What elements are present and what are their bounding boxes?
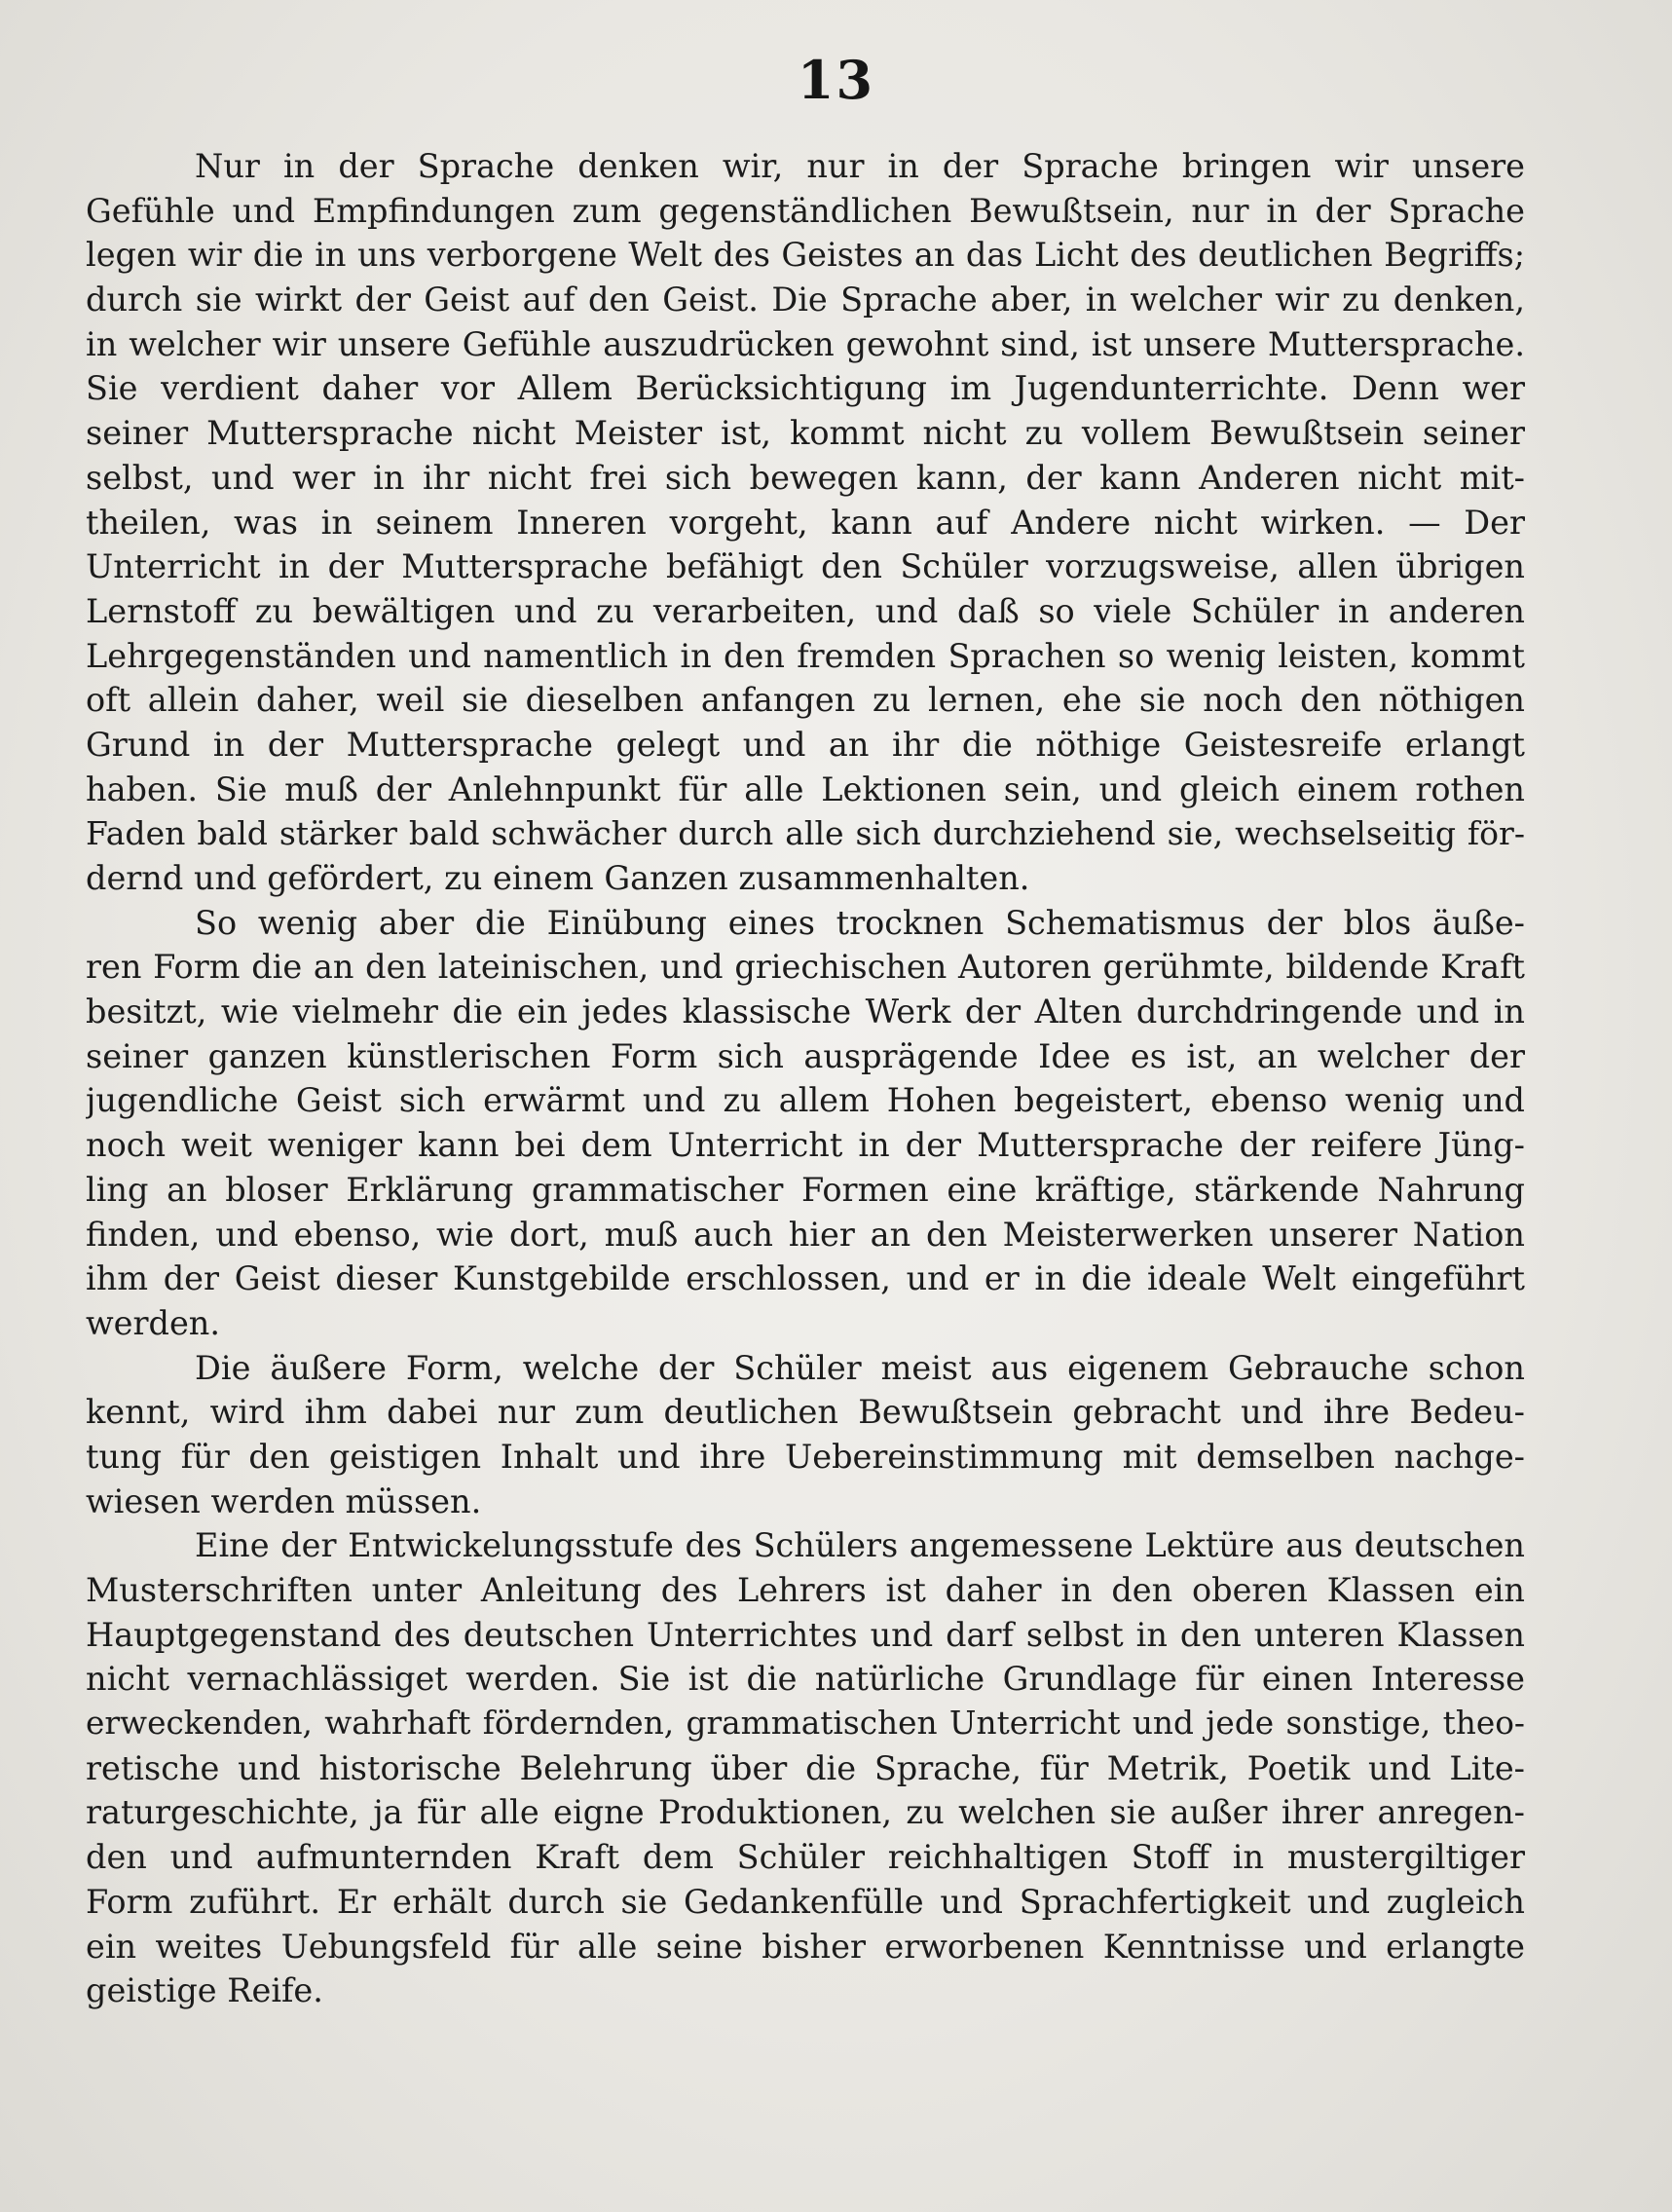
text-line: erweckenden, wahrhaft fördernden, grammatischen Unterricht und jede sonstige, theo- xyxy=(86,1705,1525,1743)
text-line: Nur in der Sprache denken wir, nur in der Sprache bringen wir unsere xyxy=(195,147,1525,185)
text-line: Lehrgegenständen und namentlich in den fremden Sprachen so wenig leisten, kommt xyxy=(86,636,1525,675)
text-line: Faden bald stärker bald schwächer durch alle sich durchziehend sie, wechselseitig för- xyxy=(86,814,1525,853)
text-line: jugendliche Geist sich erwärmt und zu allem Hohen begeistert, ebenso wenig und xyxy=(86,1081,1525,1120)
paragraph xyxy=(86,1346,1525,1524)
text-line: den und aufmunternden Kraft dem Schüler reichhaltigen Stoff in mustergiltiger xyxy=(86,1838,1525,1877)
text-line: ling an bloser Erklärung grammatischer Formen eine kräftige, stärkende Nahrung xyxy=(86,1170,1525,1209)
text-line: Hauptgegenstand des deutschen Unterrichtes und darf selbst in den unteren Klassen xyxy=(86,1615,1525,1654)
page-number: 13 xyxy=(797,49,875,111)
text-line: selbst, und wer in ihr nicht frei sich bewegen kann, der kann Anderen nicht mit- xyxy=(86,458,1525,497)
text-line: ren Form die an den lateinischen, und griechischen Autoren gerühmte, bildende Kraft xyxy=(86,948,1525,987)
text-line: raturgeschichte, ja für alle eigne Produktionen, zu welchen sie außer ihrer anregen- xyxy=(86,1793,1525,1832)
text-line: werden. xyxy=(86,1303,221,1342)
text-line: geistige Reife. xyxy=(86,1971,323,2010)
body-text xyxy=(86,144,1525,2013)
text-line: tung für den geistigen Inhalt und ihre Uebereinstimmung mit demselben nachge- xyxy=(86,1437,1525,1476)
text-line: Gefühle und Empfindungen zum gegenständlichen Bewußtsein, nur in der Sprache xyxy=(86,191,1525,230)
text-line: wiesen werden müssen. xyxy=(86,1481,482,1520)
text-line: ein weites Uebungsfeld für alle seine bisher erworbenen Kenntnisse und erlangte xyxy=(86,1927,1525,1966)
text-line: Die äußere Form, welche der Schüler meist aus eigenem Gebrauche schon xyxy=(195,1348,1525,1387)
text-line: Unterricht in der Muttersprache befähigt den Schüler vorzugsweise, allen übrigen xyxy=(86,547,1525,586)
text-line: retische und historische Belehrung über die Sprache, für Metrik, Poetik und Lite- xyxy=(86,1748,1525,1787)
paragraph xyxy=(86,144,1525,901)
text-line: nicht vernachlässiget werden. Sie ist die natürliche Grundlage für einen Interesse xyxy=(86,1660,1525,1699)
text-line: oft allein daher, weil sie dieselben anfangen zu lernen, ehe sie noch den nöthigen xyxy=(86,681,1525,720)
text-line: noch weit weniger kann bei dem Unterricht in der Muttersprache der reifere Jüng- xyxy=(86,1126,1525,1165)
text-line: Eine der Entwickelungsstufe des Schülers angemessene Lektüre aus deutschen xyxy=(195,1526,1525,1565)
text-line: ihm der Geist dieser Kunstgebilde erschlossen, und er in die ideale Welt eingeführt xyxy=(86,1259,1525,1298)
text-line: Lernstoff zu bewältigen und zu verarbeiten, und daß so viele Schüler in anderen xyxy=(86,591,1525,630)
text-line: dernd und gefördert, zu einem Ganzen zusammenhalten. xyxy=(86,859,1030,897)
paragraph xyxy=(86,901,1525,1346)
text-line: Form zuführt. Er erhält durch sie Gedankenfülle und Sprachfertigkeit und zugleich xyxy=(86,1882,1525,1921)
paragraph xyxy=(86,1523,1525,2013)
text-line: kennt, wird ihm dabei nur zum deutlichen Bewußtsein gebracht und ihre Bedeu- xyxy=(86,1393,1525,1432)
text-line: seiner Muttersprache nicht Meister ist, kommt nicht zu vollem Bewußtsein seiner xyxy=(86,414,1525,453)
text-line: durch sie wirkt der Geist auf den Geist. Die Sprache aber, in welcher wir zu denken, xyxy=(86,281,1525,319)
text-line: Musterschriften unter Anleitung des Lehrers ist daher in den oberen Klassen ein xyxy=(86,1571,1525,1609)
text-line: besitzt, wie vielmehr die ein jedes klassische Werk der Alten durchdringende und in xyxy=(86,993,1525,1031)
text-line: theilen, was in seinem Inneren vorgeht, kann auf Andere nicht wirken. — Der xyxy=(86,503,1525,542)
text-line: finden, und ebenso, wie dort, muß auch hier an den Meisterwerken unserer Nation xyxy=(86,1215,1525,1254)
text-line: Sie verdient daher vor Allem Berücksichtigung im Jugendunterrichte. Denn wer xyxy=(86,369,1525,408)
text-line: seiner ganzen künstlerischen Form sich ausprägende Idee es ist, an welcher der xyxy=(86,1036,1525,1075)
text-line: haben. Sie muß der Anlehnpunkt für alle Lektionen sein, und gleich einem rothen xyxy=(86,769,1525,808)
text-line: in welcher wir unsere Gefühle auszudrücken gewohnt sind, ist unsere Muttersprache. xyxy=(86,324,1525,363)
text-line: legen wir die in uns verborgene Welt des Geistes an das Licht des deutlichen Begriffs; xyxy=(86,236,1525,275)
text-line: So wenig aber die Einübung eines trocknen Schematismus der blos äuße- xyxy=(195,903,1525,942)
text-line: Grund in der Muttersprache gelegt und an ihr die nöthige Geistesreife erlangt xyxy=(86,725,1525,764)
